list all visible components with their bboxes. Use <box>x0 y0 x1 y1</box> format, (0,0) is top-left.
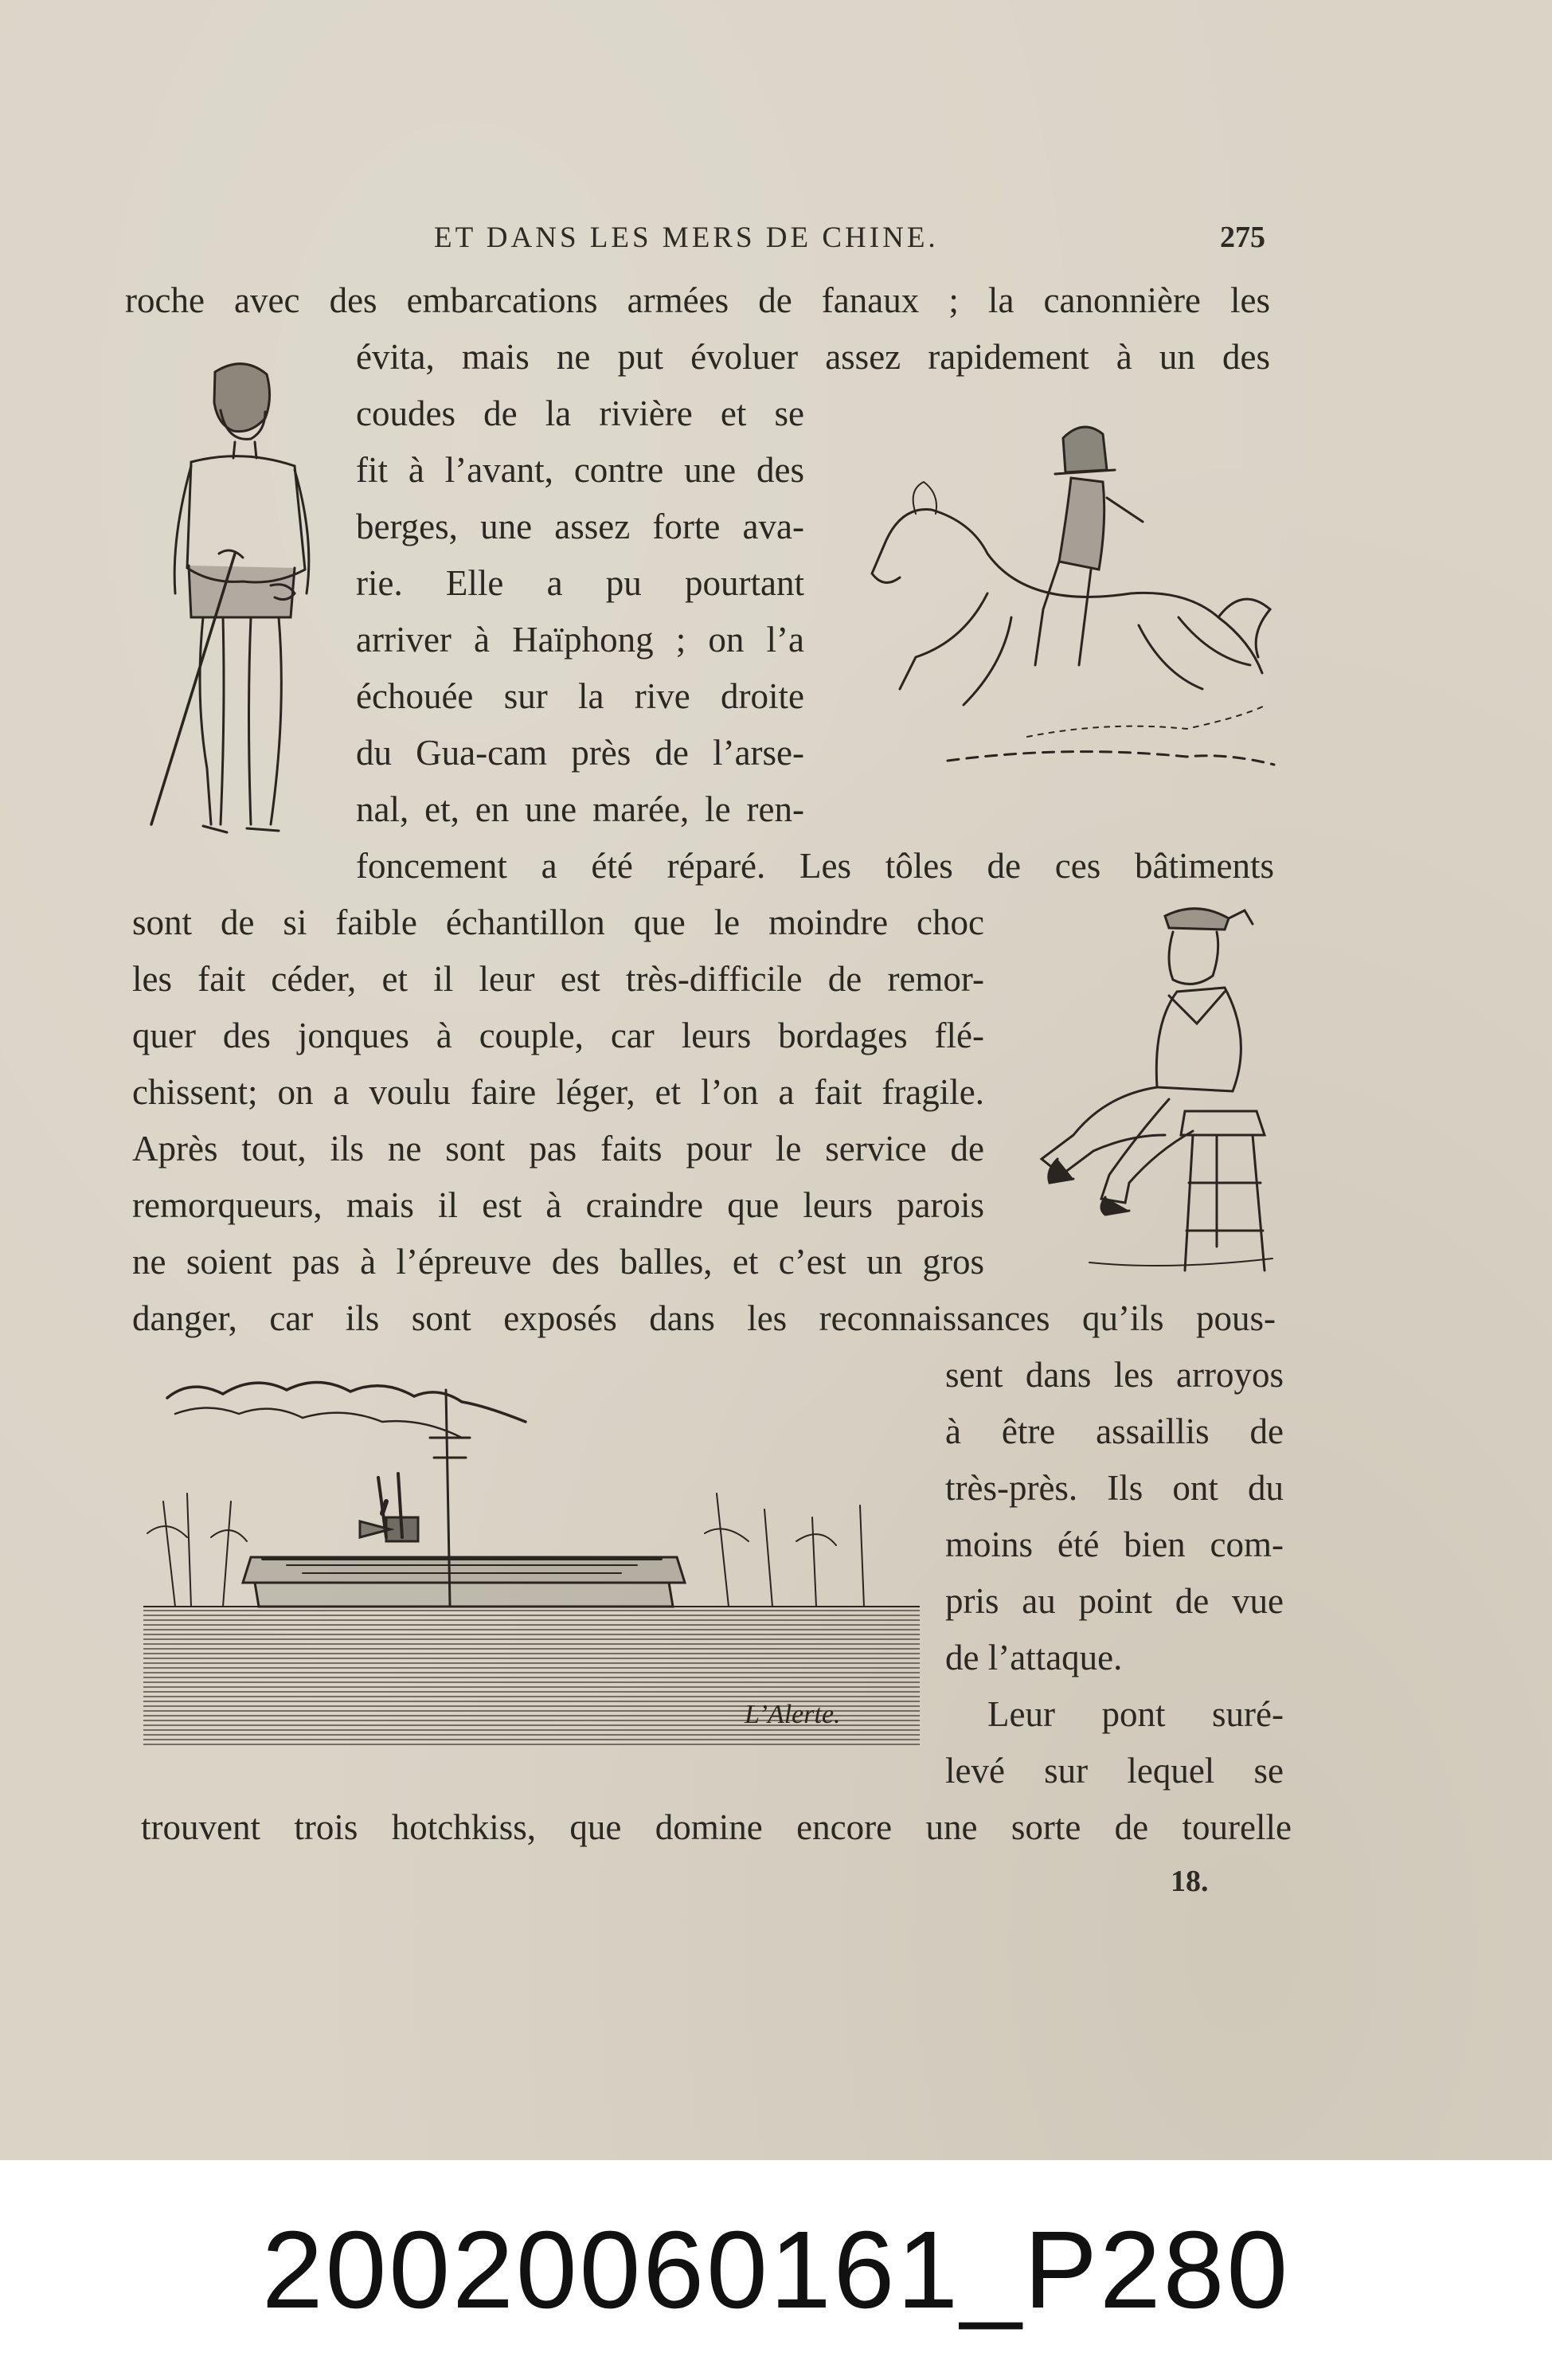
text-line: foncement a été réparé. Les tôles de ces bâtiments <box>356 846 1274 886</box>
gunboat-caption: L’Alerte. <box>745 1700 841 1729</box>
text-line: moins été bien com- <box>945 1525 1284 1564</box>
text-line: nal, et, en une marée, le ren- <box>356 789 804 829</box>
text-line: quer des jonques à couple, car leurs bordages flé- <box>132 1016 984 1055</box>
running-head: ET DANS LES MERS DE CHINE. <box>434 221 939 254</box>
text-line: chissent; on a voulu faire léger, et l’on a fait fragile. <box>132 1072 984 1112</box>
text-line: roche avec des embarcations armées de fanaux ; la canonnière les <box>125 280 1270 320</box>
text-line: Leur pont suré- <box>987 1694 1284 1734</box>
text-line: du Gua-cam près de l’arse- <box>356 733 804 773</box>
text-line: évita, mais ne put évoluer assez rapidement à un des <box>356 337 1270 377</box>
text-line: sont de si faible échantillon que le moindre choc <box>132 902 984 942</box>
text-line: Après tout, ils ne sont pas faits pour le service de <box>132 1129 984 1168</box>
text-line: berges, une assez forte ava- <box>356 507 804 546</box>
catalog-id: 20020060161_P280 <box>261 2208 1291 2331</box>
text-line: arriver à Haïphong ; on l’a <box>356 620 804 660</box>
text-line: fit à l’avant, contre une des <box>356 450 804 490</box>
signature-mark: 18. <box>1171 1865 1209 1898</box>
text-line: rie. Elle a pu pourtant <box>356 563 804 603</box>
text-line: remorqueurs, mais il est à craindre que leurs parois <box>132 1185 984 1225</box>
mounted-soldier-illustration <box>868 402 1282 801</box>
text-line: sent dans les arroyos <box>945 1355 1284 1395</box>
seated-sailor-drawing <box>1026 896 1280 1278</box>
text-line: levé sur lequel se <box>945 1751 1284 1791</box>
seated-sailor-illustration <box>1026 896 1280 1278</box>
catalog-label-strip <box>0 2160 1552 2380</box>
text-line: à être assaillis de <box>945 1411 1284 1451</box>
standing-boy-with-cane-illustration <box>131 354 346 880</box>
page-number: 275 <box>1220 221 1265 254</box>
text-line: coudes de la rivière et se <box>356 393 804 433</box>
text-line: très-près. Ils ont du <box>945 1468 1284 1508</box>
gunboat-drawing <box>143 1374 920 1748</box>
text-line: ne soient pas à l’épreuve des balles, et c’est un gros <box>132 1242 984 1282</box>
text-line: danger, car ils sont exposés dans les reconnaissances qu’ils pous- <box>132 1298 1276 1338</box>
text-line: trouvent trois hotchkiss, que domine encore une sorte de tourelle <box>141 1807 1292 1847</box>
text-line: pris au point de vue <box>945 1581 1284 1621</box>
text-line: échouée sur la rive droite <box>356 676 804 716</box>
standing-boy-drawing <box>131 354 346 880</box>
text-line: les fait céder, et il leur est très-difficile de remor- <box>132 959 984 999</box>
mounted-soldier-drawing <box>868 402 1282 801</box>
gunboat-illustration <box>143 1374 920 1748</box>
text-line: de l’attaque. <box>945 1638 1123 1677</box>
